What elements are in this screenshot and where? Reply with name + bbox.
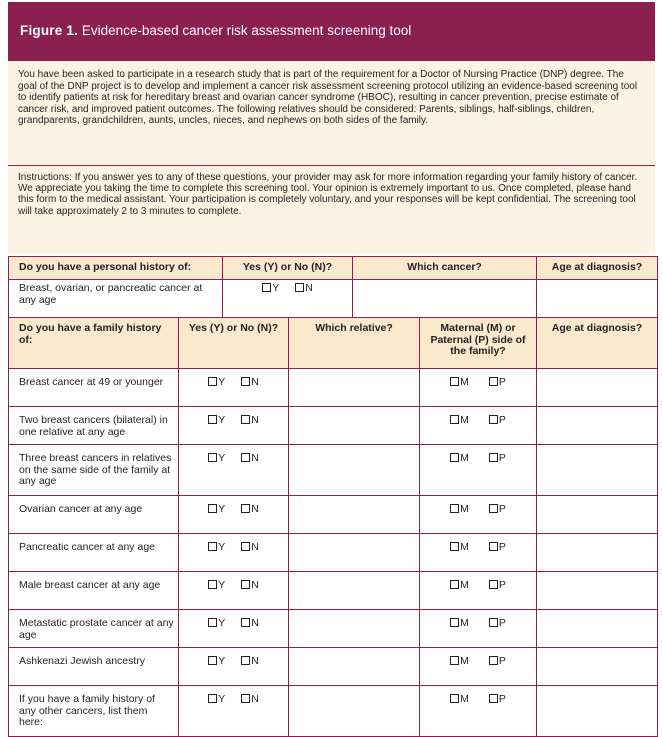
family-age-field[interactable] bbox=[537, 445, 658, 496]
no-checkbox[interactable]: N bbox=[241, 504, 259, 516]
family-history-row bbox=[9, 572, 658, 610]
which-relative-header: Which relative? bbox=[289, 318, 420, 369]
which-relative-field[interactable] bbox=[289, 686, 420, 737]
family-yes-no-cell bbox=[179, 496, 289, 534]
family-history-row bbox=[9, 407, 658, 445]
no-checkbox[interactable]: N bbox=[241, 618, 259, 630]
figure-header bbox=[8, 2, 655, 61]
maternal-checkbox[interactable]: M bbox=[450, 453, 469, 465]
family-age-field[interactable] bbox=[537, 686, 658, 737]
family-question: Breast cancer at 49 or younger bbox=[9, 369, 179, 407]
maternal-checkbox[interactable]: M bbox=[450, 415, 469, 427]
maternal-paternal-header: Maternal (M) or Paternal (P) side of the family? bbox=[420, 318, 537, 369]
family-yes-no-cell bbox=[179, 648, 289, 686]
family-history-row bbox=[9, 686, 658, 737]
yes-checkbox[interactable]: Y bbox=[208, 377, 225, 389]
maternal-checkbox[interactable]: M bbox=[450, 580, 469, 592]
which-relative-field[interactable] bbox=[289, 369, 420, 407]
family-age-field[interactable] bbox=[537, 407, 658, 445]
paternal-checkbox[interactable]: P bbox=[489, 618, 506, 630]
family-yes-no-cell bbox=[179, 572, 289, 610]
yes-checkbox[interactable]: Y bbox=[208, 618, 225, 630]
which-relative-field[interactable] bbox=[289, 648, 420, 686]
personal-history-table bbox=[8, 256, 658, 318]
family-age-field[interactable] bbox=[537, 496, 658, 534]
family-history-row bbox=[9, 648, 658, 686]
family-question: Pancreatic cancer at any age bbox=[9, 534, 179, 572]
maternal-checkbox[interactable]: M bbox=[450, 656, 469, 668]
family-history-row bbox=[9, 610, 658, 648]
maternal-paternal-cell bbox=[420, 686, 537, 737]
personal-history-header: Do you have a personal history of: bbox=[9, 257, 223, 280]
maternal-checkbox[interactable]: M bbox=[450, 618, 469, 630]
family-age-field[interactable] bbox=[537, 648, 658, 686]
which-cancer-field[interactable] bbox=[353, 280, 537, 318]
family-question: Three breast cancers in relatives on the same side of the family at any age bbox=[9, 445, 179, 496]
which-relative-field[interactable] bbox=[289, 496, 420, 534]
personal-yes-no-cell bbox=[223, 280, 353, 318]
family-history-header: Do you have a family history of: bbox=[9, 318, 179, 369]
instructions-paragraph: Instructions: If you answer yes to any of these questions, your provider may ask for more information regarding your family history of cancer. We appreciate you taking the time to complete this screening tool. Your opinion is extremely important to us. Once completed, please hand this form to the medical assistant. Your participation is completely voluntary, and your responses will be kept confidential. The screening tool will take approximately 2 to 3 minutes to complete. bbox=[8, 166, 655, 254]
maternal-checkbox[interactable]: M bbox=[450, 504, 469, 516]
no-checkbox[interactable]: N bbox=[241, 453, 259, 465]
family-history-row bbox=[9, 445, 658, 496]
maternal-checkbox[interactable]: M bbox=[450, 694, 469, 706]
no-checkbox[interactable]: N bbox=[241, 542, 259, 554]
paternal-checkbox[interactable]: P bbox=[489, 504, 506, 516]
figure-title: Evidence-based cancer risk assessment screening tool bbox=[81, 23, 412, 38]
paternal-checkbox[interactable]: P bbox=[489, 694, 506, 706]
maternal-paternal-cell bbox=[420, 572, 537, 610]
personal-question: Breast, ovarian, or pancreatic cancer at any age bbox=[9, 280, 223, 318]
family-yes-no-cell bbox=[179, 610, 289, 648]
yes-checkbox[interactable]: Y bbox=[208, 415, 225, 427]
family-question: Metastatic prostate cancer at any age bbox=[9, 610, 179, 648]
paternal-checkbox[interactable]: P bbox=[489, 656, 506, 668]
no-checkbox[interactable]: N bbox=[295, 283, 313, 295]
family-age-header: Age at diagnosis? bbox=[537, 318, 658, 369]
family-yes-no-cell bbox=[179, 445, 289, 496]
which-relative-field[interactable] bbox=[289, 610, 420, 648]
family-yes-no-header: Yes (Y) or No (N)? bbox=[179, 318, 289, 369]
yes-checkbox[interactable]: Y bbox=[208, 580, 225, 592]
family-history-table bbox=[8, 317, 658, 737]
family-history-row bbox=[9, 534, 658, 572]
no-checkbox[interactable]: N bbox=[241, 694, 259, 706]
paternal-checkbox[interactable]: P bbox=[489, 542, 506, 554]
yes-checkbox[interactable]: Y bbox=[208, 542, 225, 554]
yes-checkbox[interactable]: Y bbox=[208, 656, 225, 668]
maternal-paternal-cell bbox=[420, 445, 537, 496]
family-question: Ovarian cancer at any age bbox=[9, 496, 179, 534]
no-checkbox[interactable]: N bbox=[241, 580, 259, 592]
family-yes-no-cell bbox=[179, 369, 289, 407]
yes-checkbox[interactable]: Y bbox=[208, 504, 225, 516]
maternal-paternal-cell bbox=[420, 610, 537, 648]
family-yes-no-cell bbox=[179, 686, 289, 737]
yes-checkbox[interactable]: Y bbox=[208, 694, 225, 706]
paternal-checkbox[interactable]: P bbox=[489, 377, 506, 389]
family-age-field[interactable] bbox=[537, 534, 658, 572]
figure-label: Figure 1. bbox=[20, 23, 79, 38]
family-yes-no-cell bbox=[179, 407, 289, 445]
family-question: Male breast cancer at any age bbox=[9, 572, 179, 610]
maternal-paternal-cell bbox=[420, 648, 537, 686]
family-question: If you have a family history of any other cancers, list them here: bbox=[9, 686, 179, 737]
intro-paragraph: You have been asked to participate in a research study that is part of the requirement for a Doctor of Nursing Practice (DNP) degree. The goal of the DNP project is to develop and implement a cancer risk assessment screening protocol utilizing an evidence-based screening tool to identify patients at risk for hereditary breast and ovarian cancer syndrome (HBOC), resulting in cancer prevention, precise estimate of cancer risk, and improved patient outcomes. The following relatives should be considered: Parents, siblings, half-siblings, children, grandparents, grandchildren, aunts, uncles, nieces, and nephews on both sides of the family. bbox=[8, 61, 655, 166]
family-history-row bbox=[9, 369, 658, 407]
which-relative-field[interactable] bbox=[289, 534, 420, 572]
family-age-field[interactable] bbox=[537, 369, 658, 407]
maternal-paternal-cell bbox=[420, 534, 537, 572]
yes-checkbox[interactable]: Y bbox=[208, 453, 225, 465]
age-header: Age at diagnosis? bbox=[537, 257, 658, 280]
yes-no-header: Yes (Y) or No (N)? bbox=[223, 257, 353, 280]
which-relative-field[interactable] bbox=[289, 572, 420, 610]
family-history-row bbox=[9, 496, 658, 534]
yes-checkbox[interactable]: Y bbox=[262, 283, 279, 295]
maternal-checkbox[interactable]: M bbox=[450, 377, 469, 389]
which-relative-field[interactable] bbox=[289, 445, 420, 496]
family-question: Two breast cancers (bilateral) in one relative at any age bbox=[9, 407, 179, 445]
family-age-field[interactable] bbox=[537, 572, 658, 610]
no-checkbox[interactable]: N bbox=[241, 377, 259, 389]
which-relative-field[interactable] bbox=[289, 407, 420, 445]
family-yes-no-cell bbox=[179, 534, 289, 572]
maternal-paternal-cell bbox=[420, 496, 537, 534]
paternal-checkbox[interactable]: P bbox=[489, 580, 506, 592]
maternal-paternal-cell bbox=[420, 369, 537, 407]
no-checkbox[interactable]: N bbox=[241, 656, 259, 668]
family-age-field[interactable] bbox=[537, 610, 658, 648]
which-cancer-header: Which cancer? bbox=[353, 257, 537, 280]
family-question: Ashkenazi Jewish ancestry bbox=[9, 648, 179, 686]
paternal-checkbox[interactable]: P bbox=[489, 415, 506, 427]
paternal-checkbox[interactable]: P bbox=[489, 453, 506, 465]
no-checkbox[interactable]: N bbox=[241, 415, 259, 427]
age-at-diagnosis-field[interactable] bbox=[537, 280, 658, 318]
maternal-paternal-cell bbox=[420, 407, 537, 445]
maternal-checkbox[interactable]: M bbox=[450, 542, 469, 554]
